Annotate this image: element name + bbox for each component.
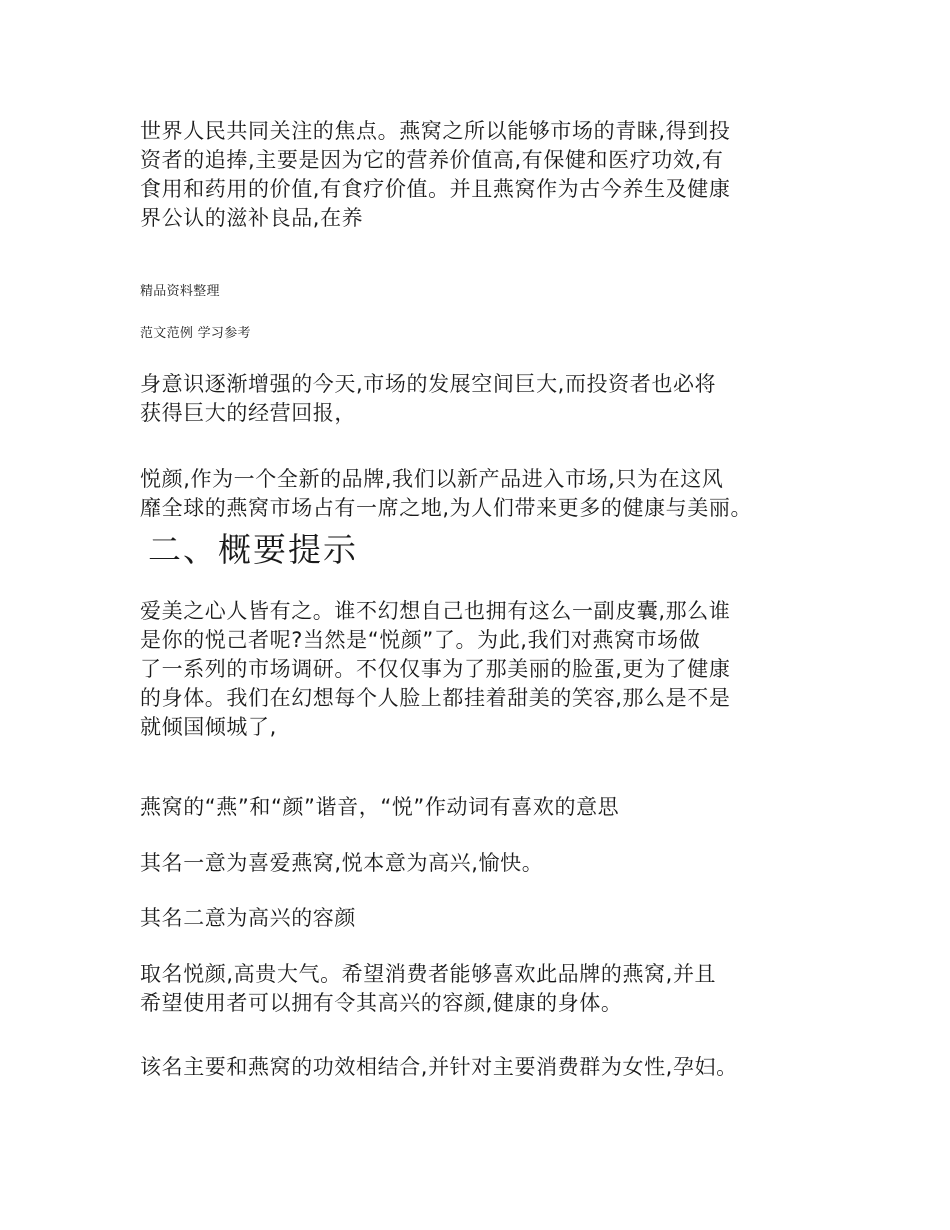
note-text: 精品资料整理: [140, 284, 220, 299]
text-line: 悦颜,作为一个全新的品牌,我们以新产品进入市场,只为在这风: [140, 467, 724, 491]
paragraph-name-homophone: [140, 793, 619, 822]
text-line: 了一系列的市场调研。不仅仅事为了那美丽的脸蛋,更为了健康: [140, 657, 731, 681]
paragraph-name-meaning-two: [140, 904, 356, 933]
text-line: 靡全球的燕窝市场占有一席之地,为人们带来更多的健康与美丽。: [140, 496, 753, 520]
paragraph-bird-nest-market-value: [140, 117, 730, 233]
text-line: 爱美之心人皆有之。谁不幻想自己也拥有这么一副皮囊,那么谁: [140, 599, 731, 623]
text-line: 其名一意为喜爱燕窝,悦本意为高兴,愉快。: [140, 851, 544, 875]
footer-note-reference: [140, 325, 251, 343]
text-line: 的身体。我们在幻想每个人脸上都挂着甜美的笑容,那么是不是: [140, 686, 731, 710]
paragraph-market-growth: [140, 370, 716, 428]
text-line: 身意识逐渐增强的今天,市场的发展空间巨大,而投资者也必将: [140, 372, 717, 396]
text-line: 取名悦颜,高贵大气。希望消费者能够喜欢此品牌的燕窝,并且: [140, 962, 717, 986]
note-text: 范文范例 学习参考: [140, 326, 251, 341]
text-line: 获得巨大的经营回报，: [140, 401, 356, 425]
text-line: 其名二意为高兴的容颜: [140, 906, 356, 930]
text-line: 世界人民共同关注的焦点。燕窝之所以能够市场的青睐,得到投: [140, 119, 731, 143]
footer-note-compiled: [140, 283, 220, 301]
text-line: 资者的追捧,主要是因为它的营养价值高,有保健和医疗功效,有: [140, 148, 724, 172]
text-line: 该名主要和燕窝的功效相结合,并针对主要消费群为女性,孕妇。: [140, 1055, 738, 1079]
text-line: 燕窝的“燕”和“颜”谐音，“悦”作动词有喜欢的意思: [140, 795, 620, 819]
paragraph-beauty-research: [140, 597, 730, 742]
text-line: 界公认的滋补良品,在养: [140, 206, 364, 230]
text-line: 是你的悦己者呢?当然是“悦颜”了。为此,我们对燕窝市场做: [140, 628, 701, 652]
paragraph-name-meaning-one: [140, 849, 543, 878]
section-heading: 二、概要提示: [148, 530, 358, 569]
text-line: 就倾国倾城了,: [140, 715, 277, 739]
text-line: 食用和药用的价值,有食疗价值。并且燕窝作为古今养生及健康: [140, 177, 731, 201]
text-line: 希望使用者可以拥有令其高兴的容颜,健康的身体。: [140, 991, 623, 1015]
paragraph-brand-intro: [140, 465, 752, 523]
paragraph-target-consumers: [140, 1053, 738, 1082]
paragraph-name-choice: [140, 960, 716, 1018]
